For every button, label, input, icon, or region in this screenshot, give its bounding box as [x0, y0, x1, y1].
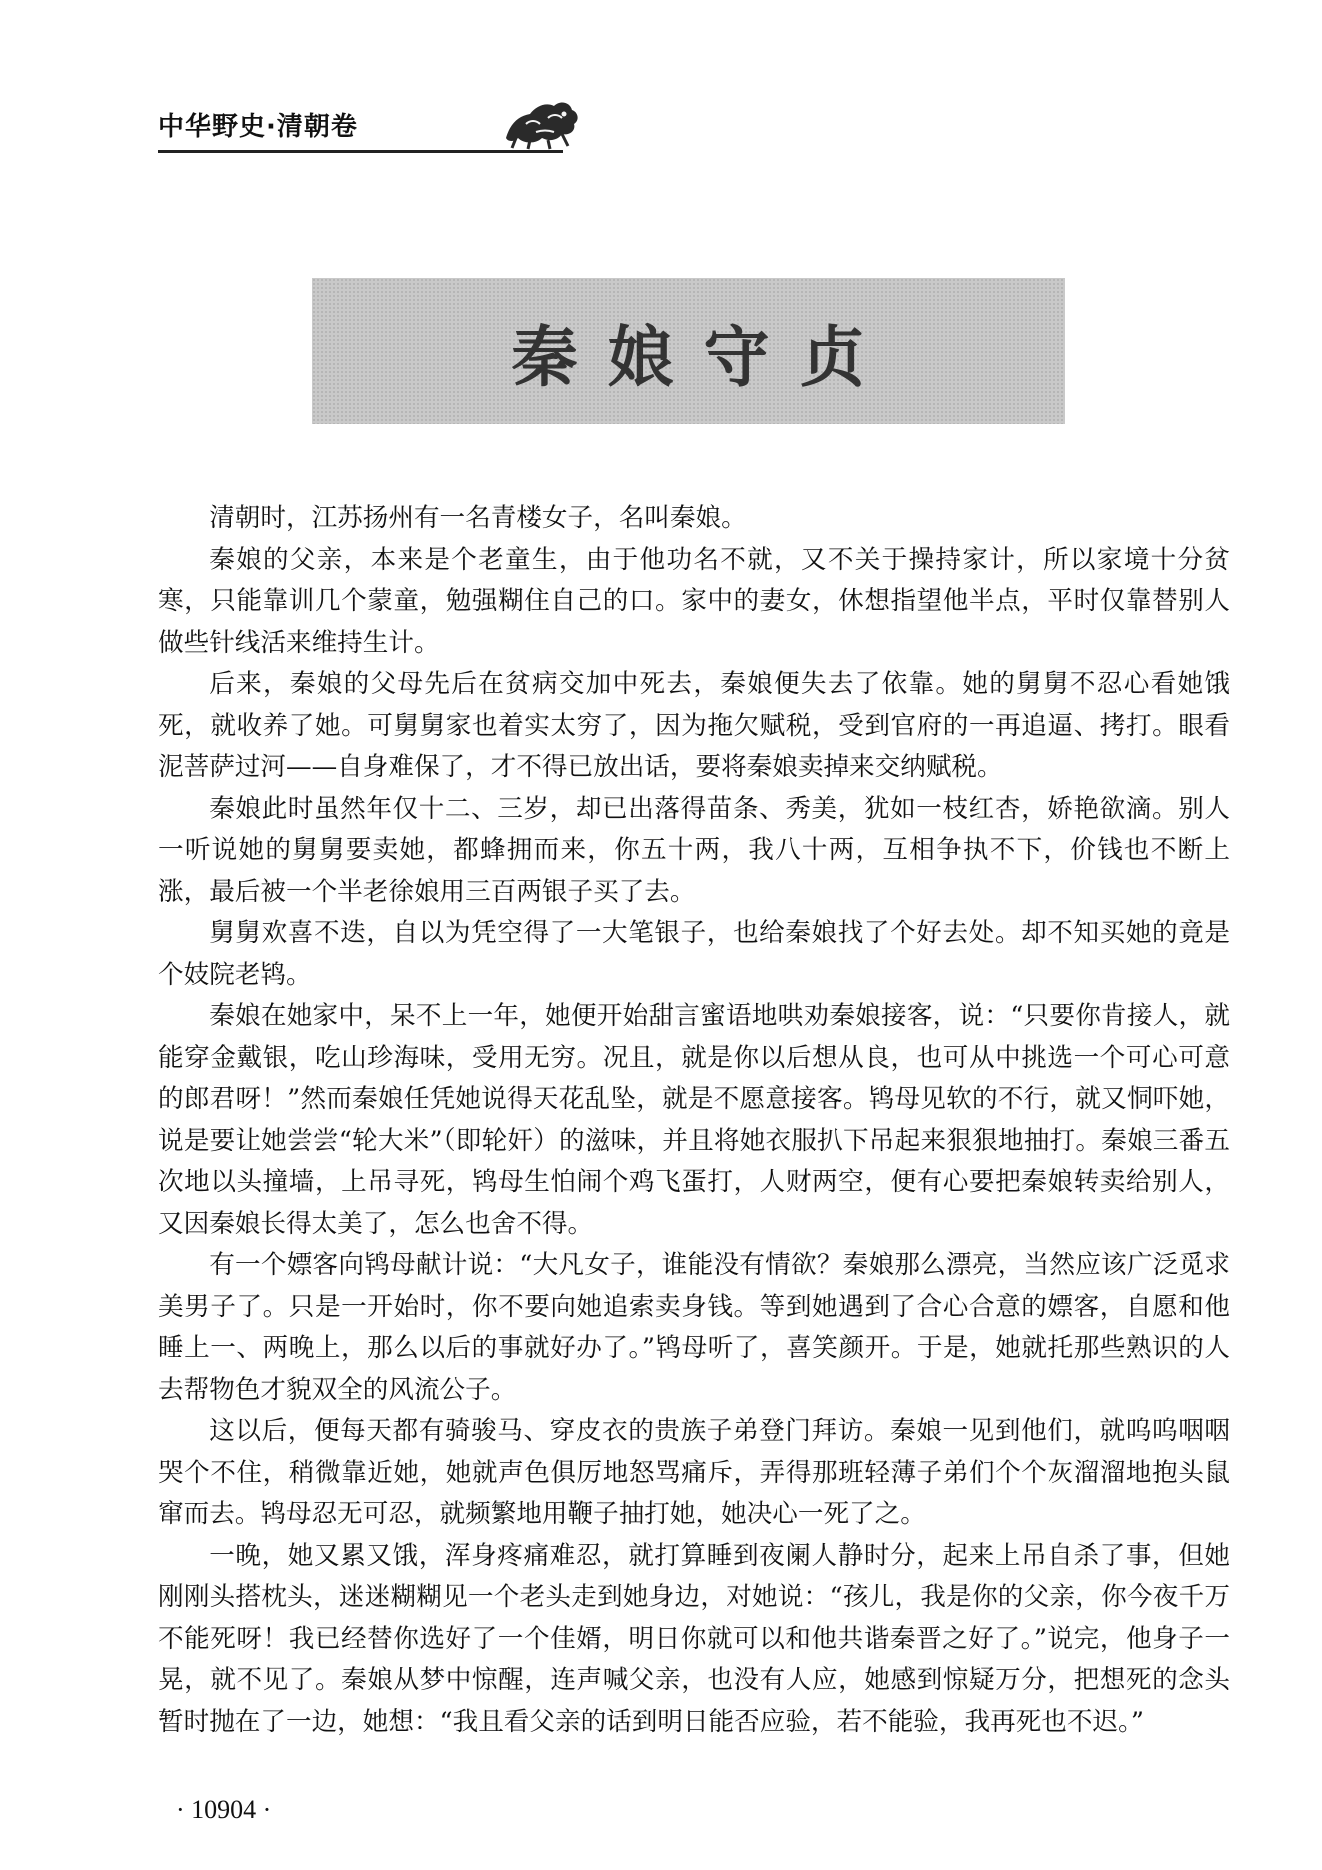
paragraph: 秦娘的父亲，本来是个老童生，由于他功名不就，又不关于操持家计，所以家境十分贫寒，只能靠训几个蒙童，勉强糊住自己的口。家中的妻女，休想指望他半点，平时仅靠替别人做些针线活来维持生计。 — [158, 544, 1230, 658]
paragraph: 这以后，便每天都有骑骏马、穿皮衣的贵族子弟登门拜访。秦娘一见到他们，就呜呜咽咽哭个不住，稍微靠近她，她就声色俱厉地怒骂痛斥，弄得那班轻薄子弟们个个灰溜溜地抱头鼠窜而去。鸨母忍无可忍，就频繁地用鞭子抽打她，她决心一死了之。 — [158, 1416, 1230, 1529]
mythical-beast-emblem-icon — [496, 94, 586, 150]
paragraph: 有一个嫖客向鸨母献计说：“大凡女子，谁能没有情欲？秦娘那么漂亮，当然应该广泛觅求美男子了。只是一开始时，你不要向她追索卖身钱。等到她遇到了合心合意的嫖客，自愿和他睡上一、两晚上，那么以后的事就好办了。”鸨母听了，喜笑颜开。于是，她就托那些熟识的人去帮物色才貌双全的风流公子。 — [158, 1250, 1230, 1405]
paragraph: 秦娘此时虽然年仅十二、三岁，却已出落得苗条、秀美，犹如一枝红杏，娇艳欲滴。别人一听说她的舅舅要卖她，都蜂拥而来，你五十两，我八十两，互相争执不下，价钱也不断上涨，最后被一个半老徐娘用三百两银子买了去。 — [158, 793, 1230, 907]
paragraph: 秦娘在她家中，呆不上一年，她便开始甜言蜜语地哄劝秦娘接客，说：“只要你肯接人，就能穿金戴银，吃山珍海味，受用无穷。况且，就是你以后想从良，也可从中挑选一个可心可意的郎君呀！”然而秦娘任凭她说得天花乱坠，就是不愿意接客。鸨母见软的不行，就又恫吓她，说是要让她尝尝“轮大米”（即轮奸）的滋味，并且将她衣服扒下吊起来狠狠地抽打。秦娘三番五次地以头撞墙，上吊寻死，鸨母生怕闹个鸡飞蛋打，人财两空，便有心要把秦娘转卖给别人，又因秦娘长得太美了，怎么也舍不得。 — [158, 1001, 1230, 1239]
chapter-title-banner — [312, 278, 1065, 424]
paragraph: 舅舅欢喜不迭，自以为凭空得了一大笔银子，也给秦娘找了个好去处。却不知买她的竟是个妓院老鸨。 — [158, 918, 1230, 990]
chapter-title: 秦娘守贞 — [511, 317, 896, 396]
running-header — [158, 100, 563, 156]
page-number: · 10904 · — [176, 1795, 272, 1824]
book-title: 中华野史·清朝卷 — [158, 112, 358, 142]
paragraph: 清朝时，江苏扬州有一名青楼女子，名叫秦娘。 — [209, 503, 747, 533]
article-body — [158, 498, 1230, 1743]
paragraph: 后来，秦娘的父母先后在贫病交加中死去，秦娘便失去了依靠。她的舅舅不忍心看她饿死，就收养了她。可舅舅家也着实太穷了，因为拖欠赋税，受到官府的一再追逼、拷打。眼看泥菩萨过河——自身难保了，才不得已放出话，要将秦娘卖掉来交纳赋税。 — [158, 669, 1230, 782]
paragraph: 一晚，她又累又饿，浑身疼痛难忍，就打算睡到夜阑人静时分，起来上吊自杀了事，但她刚刚头搭枕头，迷迷糊糊见一个老头走到她身边，对她说：“孩儿，我是你的父亲，你今夜千万不能死呀！我已经替你选好了一个佳婿，明日你就可以和他共谐秦晋之好了。”说完，他身子一晃，就不见了。秦娘从梦中惊醒，连声喊父亲，也没有人应，她感到惊疑万分，把想死的念头暂时抛在了一边，她想：“我且看父亲的话到明日能否应验，若不能验，我再死也不迟。” — [158, 1540, 1230, 1737]
header-rule — [158, 150, 563, 153]
